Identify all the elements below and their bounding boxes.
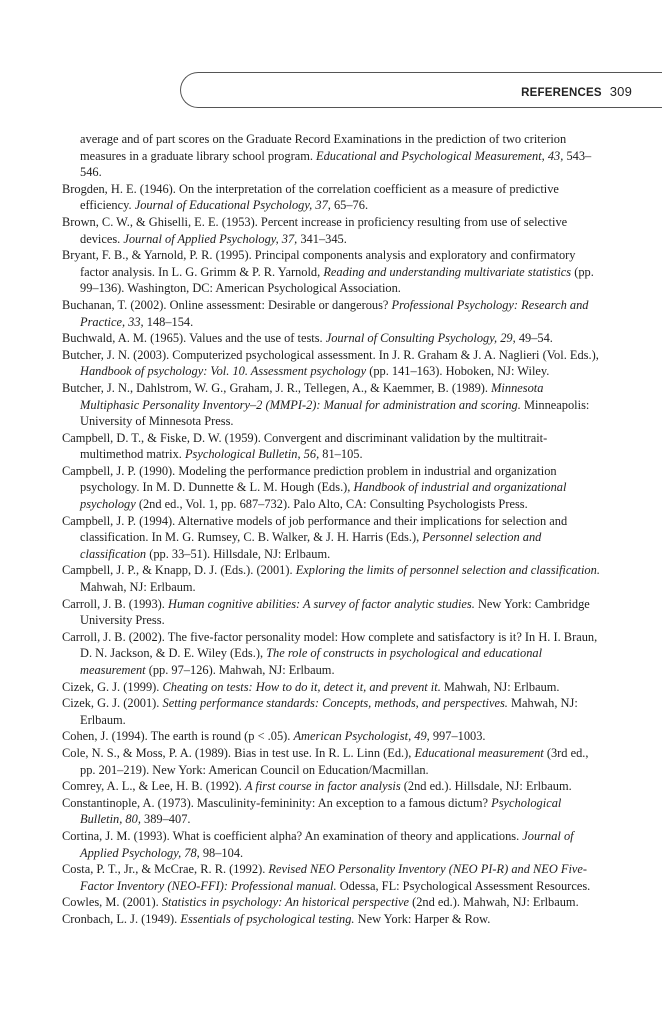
reference-entry: Constantinople, A. (1973). Masculinity-femininity: An exception to a famous dictum? Psychological Bulletin, 80, 389–407. — [62, 795, 562, 827]
page-number: 309 — [609, 84, 632, 99]
reference-entry: Costa, P. T., Jr., & McCrae, R. R. (1992). Revised NEO Personality Inventory (NEO PI-R) and NEO Five-Factor Inventory (NEO-FFI): Professional manual. Odessa, FL: Psychological Assessment Resources. — [62, 862, 591, 893]
reference-entry: Campbell, J. P. (1994). Alternative models of job performance and their implications for selection and classification. In M. G. Rumsey, C. B. Walker, & J. H. Harris (Eds.), Personnel selection and classification (pp. 33–51). Hillsdale, NJ: Erlbaum. — [62, 513, 568, 561]
running-header — [521, 84, 632, 99]
reference-entry: Buchwald, A. M. (1965). Values and the use of tests. Journal of Consulting Psychology, 29, 49–54. — [62, 331, 553, 346]
reference-entry: Bryant, F. B., & Yarnold, P. R. (1995). Principal components analysis and exploratory and confirmatory factor analysis. In L. G. Grimm & P. R. Yarnold, Reading and understanding multivariate statistics (pp. 99–136). Washington, DC: American Psychological Association. — [62, 248, 594, 296]
reference-entry: Cortina, J. M. (1993). What is coefficient alpha? An examination of theory and applications. Journal of Applied Psychology, 78, 98–104. — [62, 828, 574, 860]
reference-entry: Cizek, G. J. (2001). Setting performance standards: Concepts, methods, and perspectives. Mahwah, NJ: Erlbaum. — [62, 696, 578, 727]
reference-entry: Cronbach, L. J. (1949). Essentials of psychological testing. New York: Harper & Row. — [62, 911, 491, 926]
reference-entry: Brown, C. W., & Ghiselli, E. E. (1953). Percent increase in proficiency resulting from use of selective devices. Journal of Applied Psychology, 37, 341–345. — [62, 214, 568, 246]
reference-entry: Comrey, A. L., & Lee, H. B. (1992). A first course in factor analysis (2nd ed.). Hillsdale, NJ: Erlbaum. — [62, 779, 572, 794]
reference-entry: Carroll, J. B. (1993). Human cognitive abilities: A survey of factor analytic studies. New York: Cambridge University Press. — [62, 596, 590, 628]
reference-entry: Buchanan, T. (2002). Online assessment: Desirable or dangerous? Professional Psychology: Research and Practice, 33, 148–154. — [62, 297, 589, 329]
reference-list — [62, 131, 602, 928]
reference-entry: Campbell, J. P. (1990). Modeling the performance prediction problem in industrial and organization psychology. In M. D. Dunnette & L. M. Hough (Eds.), Handbook of industrial and organizational psychology (2nd ed., Vol. 1, pp. 687–732). Palo Alto, CA: Consulting Psychologists Press. — [62, 463, 567, 512]
reference-entry: Campbell, D. T., & Fiske, D. W. (1959). Convergent and discriminant validation by the multitrait-multimethod matrix. Psychological Bulletin, 56, 81–105. — [62, 430, 548, 462]
reference-entry: Butcher, J. N., Dahlstrom, W. G., Graham, J. R., Tellegen, A., & Kaemmer, B. (1989). Minnesota Multiphasic Personality Inventory–2 (MMPI-2): Manual for administration and scoring. Minneapolis: University of Minnesota Press. — [62, 380, 590, 429]
reference-entry: Cizek, G. J. (1999). Cheating on tests: How to do it, detect it, and prevent it. Mahwah, NJ: Erlbaum. — [62, 679, 560, 694]
reference-entry: Campbell, J. P., & Knapp, D. J. (Eds.). (2001). Exploring the limits of personnel selection and classification. Mahwah, NJ: Erlbaum. — [62, 563, 600, 595]
reference-entry: Butcher, J. N. (2003). Computerized psychological assessment. In J. R. Graham & J. A. Naglieri (Vol. Eds.), Handbook of psychology: Vol. 10. Assessment psychology (pp. 141–163). Hoboken, NJ: Wiley. — [62, 347, 599, 379]
reference-entry: Cowles, M. (2001). Statistics in psychology: An historical perspective (2nd ed.). Mahwah, NJ: Erlbaum. — [62, 895, 579, 910]
reference-entry: Brogden, H. E. (1946). On the interpretation of the correlation coefficient as a measure of predictive efficiency. Journal of Educational Psychology, 37, 65–76. — [62, 181, 559, 213]
reference-entry: Cohen, J. (1994). The earth is round (p < .05). American Psychologist, 49, 997–1003. — [62, 729, 486, 744]
reference-entry: Cole, N. S., & Moss, P. A. (1989). Bias in test use. In R. L. Linn (Ed.), Educational measurement (3rd ed., pp. 201–219). New York: American Council on Education/Macmillan. — [62, 745, 589, 777]
reference-entry: average and of part scores on the Graduate Record Examinations in the prediction of two criterion measures in a graduate library school program. Educational and Psychological Measurement, 43, 543–546. — [80, 132, 592, 180]
section-label: REFERENCES — [521, 87, 602, 99]
reference-entry: Carroll, J. B. (2002). The five-factor personality model: How complete and satisfactory is it? In H. I. Braun, D. N. Jackson, & D. E. Wiley (Eds.), The role of constructs in psychological and educational measurement (pp. 97–126). Mahwah, NJ: Erlbaum. — [62, 629, 598, 677]
